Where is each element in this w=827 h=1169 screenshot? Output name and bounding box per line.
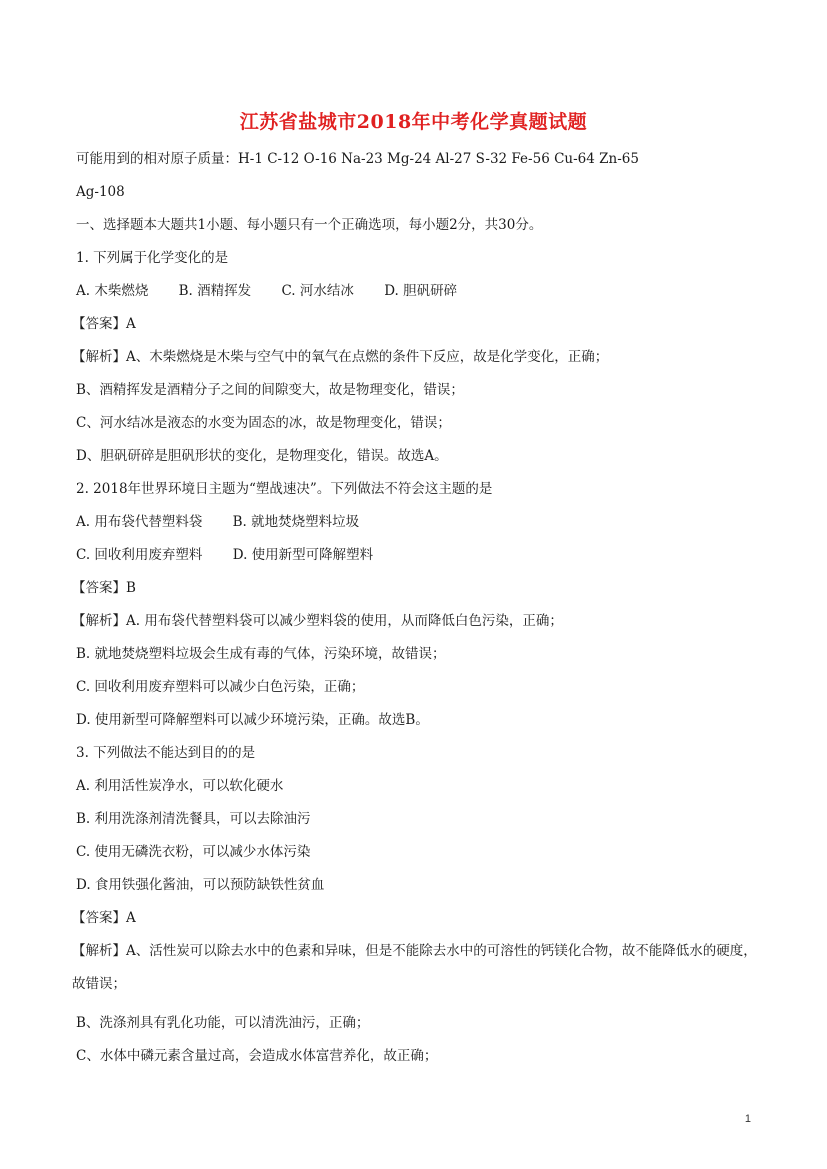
- question-3-option-a: A. 利用活性炭净水，可以软化硬水: [76, 778, 284, 794]
- question-3: 3. 下列做法不能达到目的的是: [76, 745, 256, 761]
- question-2-analysis-c: C. 回收利用废弃塑料可以减少白色污染，正确；: [76, 679, 365, 695]
- document-title: 江苏省盐城市2018年中考化学真题试题: [239, 111, 588, 133]
- question-1-analysis-b: B、酒精挥发是酒精分子之间的间隙变大，故是物理变化，错误；: [76, 382, 464, 398]
- document-body: [72, 148, 766, 1078]
- question-2-option-a: A. 用布袋代替塑料袋: [76, 514, 203, 530]
- question-2-option-d: D. 使用新型可降解塑料: [232, 547, 374, 563]
- question-2-options-row1: [76, 511, 766, 544]
- question-2-options-row2: [76, 544, 766, 577]
- question-1-analysis-c: C、河水结冰是液态的水变为固态的冰，故是物理变化，错误；: [76, 415, 451, 431]
- question-1-options: [76, 280, 766, 313]
- question-1-option-a: A. 木柴燃烧: [76, 283, 149, 299]
- question-1-option-c: C. 河水结冰: [281, 283, 354, 299]
- question-2-answer: 【答案】B: [72, 580, 136, 596]
- question-1-analysis: 【解析】A、木柴燃烧是木柴与空气中的氧气在点燃的条件下反应，故是化学变化，正确；: [72, 349, 609, 365]
- question-2-analysis-d: D. 使用新型可降解塑料可以减少环境污染，正确。故选B。: [76, 712, 429, 728]
- question-1-analysis-d: D、胆矾研碎是胆矾形状的变化，是物理变化，错误。故选A。: [76, 448, 448, 464]
- question-3-analysis-b: B、洗涤剂具有乳化功能，可以清洗油污，正确；: [76, 1015, 370, 1031]
- question-2-analysis: 【解析】A. 用布袋代替塑料袋可以减少塑料袋的使用，从而降低白色污染，正确；: [72, 613, 563, 629]
- page-number: 1: [744, 1113, 751, 1125]
- atomic-mass-line-cont: Ag-108: [76, 184, 125, 200]
- atomic-mass-line: 可能用到的相对原子质量：H-1 C-12 O-16 Na-23 Mg-24 Al-27 S-32 Fe-56 Cu-64 Zn-65: [76, 151, 639, 167]
- question-2-option-c: C. 回收利用废弃塑料: [76, 547, 203, 563]
- section-heading: 一、选择题本大题共1小题、每小题只有一个正确选项，每小题2分，共30分。: [76, 217, 543, 233]
- question-3-analysis-c: C、水体中磷元素含量过高，会造成水体富营养化，故正确；: [76, 1048, 438, 1064]
- question-1-option-b: B. 酒精挥发: [178, 283, 252, 299]
- question-3-analysis: 【解析】A、活性炭可以除去水中的色素和异味，但是不能除去水中的可溶性的钙镁化合物，故不能降低水的硬度，故错误；: [72, 943, 757, 992]
- question-2-option-b: B. 就地焚烧塑料垃圾: [232, 514, 360, 530]
- question-1: 1. 下列属于化学变化的是: [76, 250, 229, 266]
- question-2-analysis-b: B. 就地焚烧塑料垃圾会生成有毒的气体，污染环境，故错误；: [76, 646, 446, 662]
- question-3-option-c: C. 使用无磷洗衣粉，可以减少水体污染: [76, 844, 311, 860]
- question-3-option-d: D. 食用铁强化酱油，可以预防缺铁性贫血: [76, 877, 325, 893]
- question-2: 2. 2018年世界环境日主题为“塑战速决”。下列做法不符会这主题的是: [76, 481, 493, 497]
- question-3-option-b: B. 利用洗涤剂清洗餐具，可以去除油污: [76, 811, 311, 827]
- question-1-option-d: D. 胆矾研碎: [384, 283, 458, 299]
- question-3-answer: 【答案】A: [72, 910, 136, 926]
- question-1-answer: 【答案】A: [72, 316, 136, 332]
